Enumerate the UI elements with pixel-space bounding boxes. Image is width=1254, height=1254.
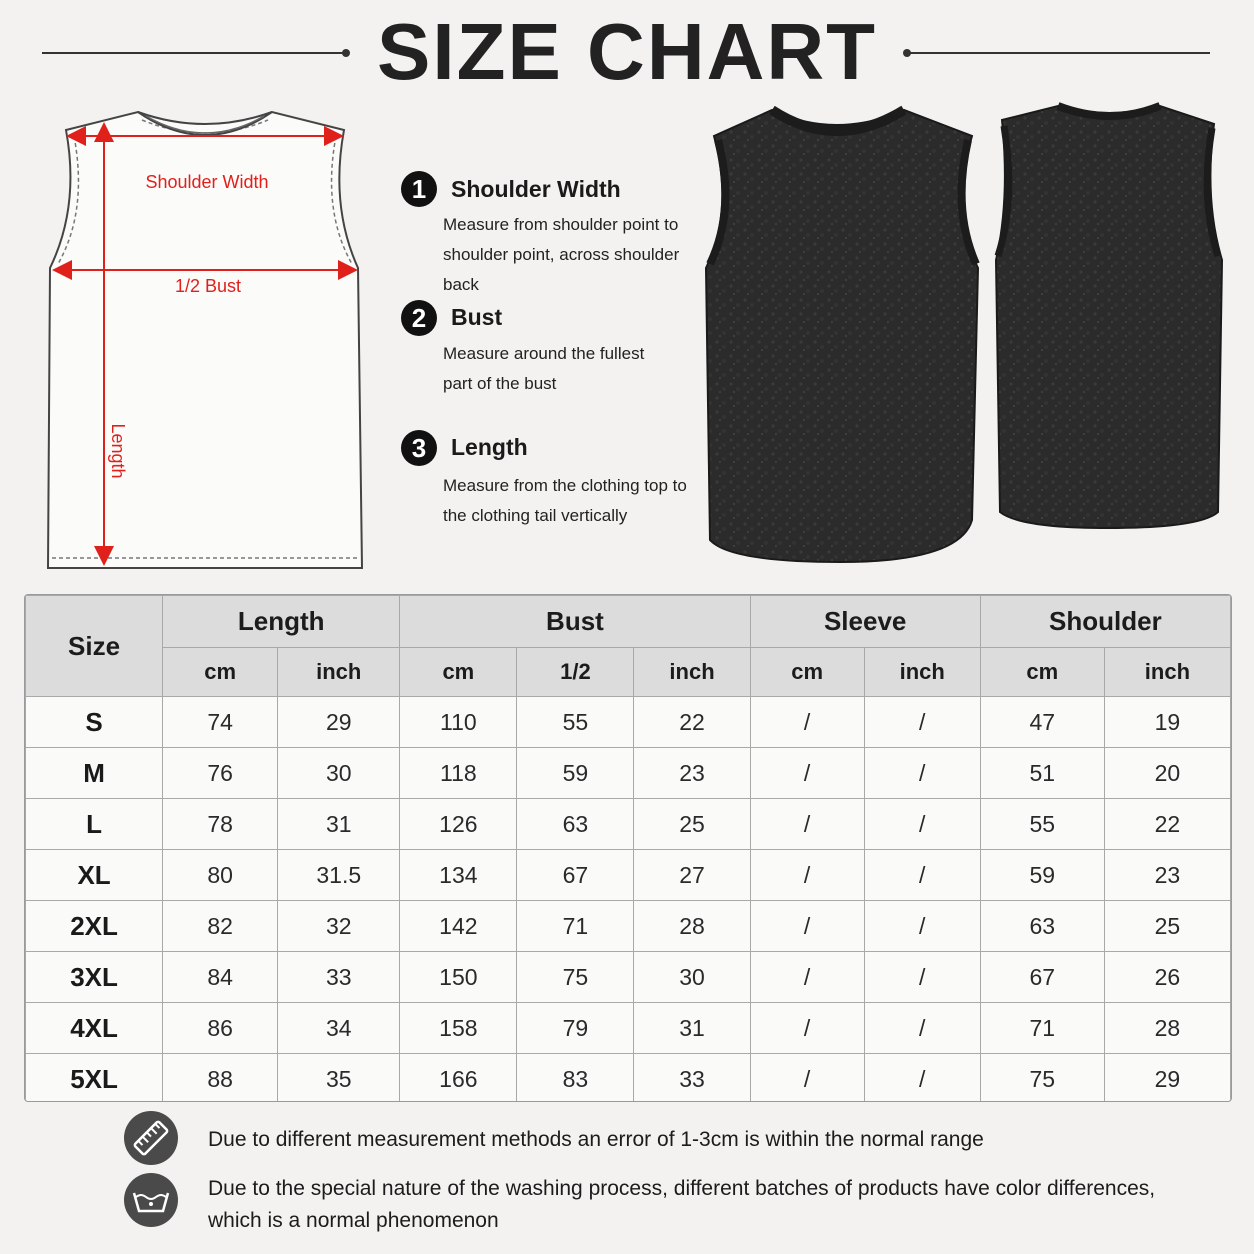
product-photos [700,100,1230,570]
table-cell: 82 [163,901,278,952]
table-cell: / [750,799,864,850]
table-cell: 126 [400,799,517,850]
table-cell: 63 [517,799,634,850]
table-cell: 29 [278,697,400,748]
table-cell: 150 [400,952,517,1003]
unit-header: cm [400,648,517,697]
bust-group-header: Bust [400,596,750,648]
step-2-number: 2 [401,300,437,336]
table-cell: / [864,1054,980,1103]
size-cell: 3XL [26,952,163,1003]
washing-icon [124,1173,178,1227]
table-row [26,901,1231,952]
table-cell: / [864,901,980,952]
table-row [26,850,1231,901]
table-cell: 20 [1104,748,1230,799]
note-measurement-error: Due to different measurement methods an error of 1-3cm is within the normal range [208,1128,984,1151]
table-cell: 30 [278,748,400,799]
size-cell: 2XL [26,901,163,952]
table-cell: / [750,901,864,952]
table-cell: 59 [517,748,634,799]
table-cell: 110 [400,697,517,748]
table-cell: / [864,1003,980,1054]
step-2-desc: Measure around the fullest part of the bust [443,344,645,393]
tank-top-diagram [40,96,370,576]
table-cell: 30 [634,952,750,1003]
table-cell: 26 [1104,952,1230,1003]
unit-header: inch [1104,648,1230,697]
unit-header: 1/2 [517,648,634,697]
table-cell: 78 [163,799,278,850]
table-cell: 71 [517,901,634,952]
step-1-title: Shoulder Width [451,176,621,202]
table-cell: 47 [980,697,1104,748]
table-cell: 88 [163,1054,278,1103]
table-cell: 23 [634,748,750,799]
table-cell: 158 [400,1003,517,1054]
title-rule-right [908,52,1210,54]
table-cell: 55 [980,799,1104,850]
table-cell: 67 [980,952,1104,1003]
tank-back-photo [996,106,1222,528]
table-cell: 29 [1104,1054,1230,1103]
size-table [24,594,1232,1102]
table-cell: 75 [517,952,634,1003]
unit-header: inch [634,648,750,697]
table-row [26,697,1231,748]
table-cell: / [864,952,980,1003]
shoulder-width-label: Shoulder Width [145,172,269,192]
ruler-icon [124,1111,178,1165]
table-cell: 33 [634,1054,750,1103]
table-cell: 86 [163,1003,278,1054]
table-cell: 31.5 [278,850,400,901]
step-2-title: Bust [451,304,503,330]
table-cell: / [750,952,864,1003]
size-cell: XL [26,850,163,901]
size-column-header: Size [26,596,163,697]
table-cell: 74 [163,697,278,748]
shoulder-group-header: Shoulder [980,596,1230,648]
table-cell: 71 [980,1003,1104,1054]
title-rule-left-dot [342,49,350,57]
step-3-number: 3 [401,430,437,466]
table-cell: 80 [163,850,278,901]
page-title: SIZE CHART [377,7,877,96]
table-cell: 63 [980,901,1104,952]
title-rule-left [42,52,344,54]
table-cell: 83 [517,1054,634,1103]
table-cell: / [864,799,980,850]
table-row [26,799,1231,850]
table-cell: 28 [1104,1003,1230,1054]
table-cell: / [750,1003,864,1054]
table-cell: / [750,850,864,901]
step-1-number: 1 [401,171,437,207]
size-cell: M [26,748,163,799]
step-3-title: Length [451,434,528,460]
size-cell: 4XL [26,1003,163,1054]
table-cell: 34 [278,1003,400,1054]
table-cell: 27 [634,850,750,901]
table-cell: 32 [278,901,400,952]
unit-header: cm [750,648,864,697]
table-cell: 25 [634,799,750,850]
table-cell: / [750,697,864,748]
unit-header: cm [980,648,1104,697]
table-row [26,1003,1231,1054]
note-color-difference: Due to the special nature of the washing process, different batches of products have color differences, which is a normal phenomenon [208,1177,1156,1232]
length-label: Length [108,423,128,479]
table-cell: 23 [1104,850,1230,901]
table-cell: 25 [1104,901,1230,952]
table-cell: 22 [1104,799,1230,850]
table-cell: 118 [400,748,517,799]
title-rule-right-dot [903,49,911,57]
half-bust-label: 1/2 Bust [174,276,242,296]
table-row [26,952,1231,1003]
table-cell: 76 [163,748,278,799]
sleeve-group-header: Sleeve [750,596,980,648]
table-cell: 51 [980,748,1104,799]
step-3-desc: Measure from the clothing top to the clothing tail vertically [443,476,687,525]
table-cell: 59 [980,850,1104,901]
unit-header: cm [163,648,278,697]
table-row [26,748,1231,799]
table-cell: / [750,1054,864,1103]
table-cell: 31 [634,1003,750,1054]
table-cell: 28 [634,901,750,952]
table-cell: 75 [980,1054,1104,1103]
table-cell: 134 [400,850,517,901]
table-cell: 79 [517,1003,634,1054]
size-cell: 5XL [26,1054,163,1103]
table-cell: 35 [278,1054,400,1103]
table-cell: / [864,697,980,748]
table-cell: 55 [517,697,634,748]
table-cell: 33 [278,952,400,1003]
unit-header: inch [864,648,980,697]
table-cell: / [864,850,980,901]
table-row [26,1054,1231,1103]
table-cell: / [864,748,980,799]
table-cell: 142 [400,901,517,952]
table-cell: 22 [634,697,750,748]
length-group-header: Length [163,596,400,648]
table-cell: 67 [517,850,634,901]
table-cell: 166 [400,1054,517,1103]
table-cell: / [750,748,864,799]
unit-header: inch [278,648,400,697]
size-cell: S [26,697,163,748]
size-cell: L [26,799,163,850]
step-1-desc: Measure from shoulder point to shoulder point, across shoulder back [443,215,680,294]
table-cell: 31 [278,799,400,850]
tank-front-photo [706,110,978,562]
table-cell: 84 [163,952,278,1003]
table-cell: 19 [1104,697,1230,748]
